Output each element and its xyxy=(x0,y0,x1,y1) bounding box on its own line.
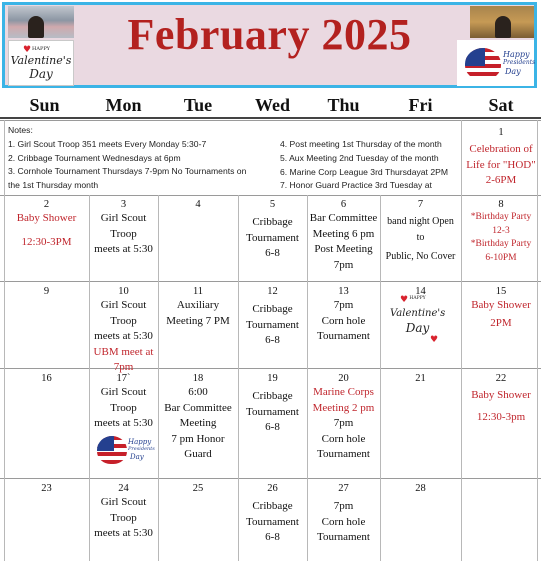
event-text: Troop xyxy=(110,511,137,524)
day-cell-27 xyxy=(307,482,380,546)
event-text: 6-8 xyxy=(265,334,280,346)
note-item: 7. Honor Guard Practice 3rd Tuesday at xyxy=(280,180,432,191)
day-header-wed: Wed xyxy=(254,95,290,115)
event-text: 7pm xyxy=(333,500,354,512)
event-text: 6:00 xyxy=(188,386,208,398)
day-number: 12 xyxy=(267,286,278,297)
event-text: Bar Committee xyxy=(164,401,232,414)
event-text: Tournament xyxy=(246,515,299,528)
day-cell-5 xyxy=(238,198,307,262)
day-cell-8 xyxy=(461,198,541,265)
event-text: 7pm xyxy=(333,299,354,311)
event-text: band night Open xyxy=(387,216,454,227)
grid-line xyxy=(0,368,541,369)
event-text: Girl Scout xyxy=(100,386,147,398)
event-text: 12:30-3pm xyxy=(476,410,526,423)
day-number: 10 xyxy=(118,286,129,297)
notes-block xyxy=(8,124,463,196)
day-number: 5 xyxy=(269,199,276,210)
day-cell-20 xyxy=(307,372,380,463)
day-cell-9 xyxy=(4,285,89,298)
event-text: Cribbage xyxy=(252,303,293,315)
day-cell-21 xyxy=(380,372,461,385)
event-text: Baby Shower xyxy=(16,212,77,224)
presidents-day-card-image: Happy Presidents Day xyxy=(95,432,155,472)
day-cell-26 xyxy=(238,482,307,546)
event-text: 6-10PM xyxy=(485,252,517,263)
day-cell-12 xyxy=(238,285,307,349)
event-text: 2-6PM xyxy=(485,174,517,186)
event-text: 7 pm Honor xyxy=(171,432,225,445)
event-text: Corn hole xyxy=(321,432,366,445)
day-cell-10 xyxy=(89,285,158,376)
day-number: 18 xyxy=(192,373,204,384)
day-header-mon: Mon xyxy=(105,95,142,115)
day-cell-24 xyxy=(89,482,158,542)
event-text: 6-8 xyxy=(265,421,280,433)
event-text: Tournament xyxy=(317,531,370,543)
event-text: Corn hole xyxy=(321,314,366,327)
day-number: 6 xyxy=(340,199,347,210)
event-text: Troop xyxy=(110,314,137,327)
day-cell-25 xyxy=(158,482,238,495)
grid-line xyxy=(0,117,541,119)
event-text: Girl Scout xyxy=(100,299,147,311)
event-text: 12:30-3PM xyxy=(21,235,72,248)
day-number: 9 xyxy=(43,286,50,297)
day-cell-23 xyxy=(4,482,89,495)
note-item: 1. Girl Scout Troop 351 meets Every Monday 5:30-7 xyxy=(8,138,207,149)
day-cell-1 xyxy=(461,126,541,189)
day-number: 21 xyxy=(415,373,426,384)
day-number: 28 xyxy=(415,483,426,494)
event-text: Tournament xyxy=(317,448,370,460)
day-number: 17` xyxy=(116,373,131,384)
grid-line xyxy=(0,120,541,121)
day-cell-4 xyxy=(158,198,238,211)
event-text: Cribbage xyxy=(252,500,293,512)
event-text: Baby Shower xyxy=(471,389,531,401)
day-header-tue: Tue xyxy=(183,95,213,115)
event-text: 2PM xyxy=(490,316,512,329)
day-number: 19 xyxy=(267,373,278,384)
day-cell-18 xyxy=(158,372,238,463)
day-cell-15 xyxy=(461,285,541,331)
event-text: Meeting 7 PM xyxy=(166,314,230,327)
day-number: 8 xyxy=(498,199,504,210)
day-header-sun: Sun xyxy=(29,95,60,115)
flag-silhouette-image-right xyxy=(470,6,534,38)
event-text: Guard xyxy=(184,448,212,460)
day-number: 1 xyxy=(498,127,504,138)
day-header-sat: Sat xyxy=(488,95,514,115)
event-text: meets at 5:30 xyxy=(94,243,153,255)
event-text: UBM meet at xyxy=(93,345,154,358)
day-number: 2 xyxy=(43,199,50,210)
day-number: 7 xyxy=(417,199,424,210)
note-item: 2. Cribbage Tournament Wednesdays at 6pm xyxy=(8,152,181,163)
day-number: 16 xyxy=(41,373,52,384)
event-text: Bar Committee xyxy=(309,212,378,224)
day-cell-11 xyxy=(158,285,238,329)
day-cell-3 xyxy=(89,198,158,258)
valentines-day-card-image: ♥ HAPPY Valentine's Day xyxy=(8,40,74,86)
event-text: Meeting 6 pm xyxy=(312,227,375,240)
day-cell-16 xyxy=(4,372,89,385)
day-cell-2 xyxy=(4,198,89,250)
day-number: 11 xyxy=(192,286,204,297)
flag-silhouette-image-left xyxy=(8,6,74,38)
day-cell-6 xyxy=(307,198,380,273)
day-number: 14 xyxy=(415,286,426,297)
day-number: 27 xyxy=(338,483,349,494)
day-number: 20 xyxy=(338,373,349,384)
presidents-day-card-image: Happy Presidents Day xyxy=(457,40,534,86)
day-cell-13 xyxy=(307,285,380,345)
event-text: *Birthday Party xyxy=(470,212,532,222)
day-cell-17 xyxy=(89,372,158,432)
grid-line xyxy=(0,478,541,479)
note-item: 3. Cornhole Tournament Thursdays 7-9pm No Tournaments on xyxy=(8,166,247,177)
event-text: Celebration of xyxy=(469,143,533,155)
day-header-fri: Fri xyxy=(408,95,433,115)
event-text: Corn hole xyxy=(321,515,366,528)
event-text: 7pm xyxy=(333,258,354,271)
note-item: 4. Post meeting 1st Thursday of the month xyxy=(280,139,442,149)
event-text: Meeting 2 pm xyxy=(312,401,375,414)
event-text: Public, No Cover xyxy=(385,251,456,262)
day-cell-7 xyxy=(380,198,461,265)
day-number: 22 xyxy=(495,373,507,384)
day-number: 15 xyxy=(495,286,507,297)
day-number: 23 xyxy=(41,483,52,494)
day-cell-19 xyxy=(238,372,307,436)
day-number: 3 xyxy=(120,199,127,210)
event-text: Life for "HOD" xyxy=(466,158,536,171)
day-cell-28 xyxy=(380,482,461,495)
event-text: Post Meeting xyxy=(314,243,373,255)
day-number: 13 xyxy=(338,286,349,297)
day-cell-22 xyxy=(461,372,541,425)
note-item: the 1st Thursday month xyxy=(8,180,99,191)
day-header-thu: Thu xyxy=(327,95,360,115)
day-number: 25 xyxy=(192,483,204,494)
day-number: 24 xyxy=(118,483,129,494)
event-text: Troop xyxy=(110,401,137,414)
note-item: 5. Aux Meeting 2nd Tuesday of the month xyxy=(280,152,439,163)
event-text: 7pm xyxy=(113,361,134,373)
event-text: Meeting xyxy=(179,417,217,429)
event-text: Tournament xyxy=(246,405,299,418)
event-text: Tournament xyxy=(317,330,370,342)
notes-heading: Notes: xyxy=(8,125,33,135)
event-text: Girl Scout xyxy=(100,212,147,224)
event-text: Tournament xyxy=(246,318,299,331)
event-text: 12-3 xyxy=(492,225,510,236)
event-text: 7pm xyxy=(333,417,354,429)
grid-line xyxy=(0,281,541,282)
event-text: Marine Corps xyxy=(313,386,374,398)
event-text: meets at 5:30 xyxy=(94,330,153,342)
event-text: to xyxy=(416,231,425,243)
event-text: meets at 5:30 xyxy=(94,417,153,429)
event-text: Baby Shower xyxy=(471,299,531,311)
event-text: Girl Scout xyxy=(100,496,147,508)
event-text: Troop xyxy=(110,227,137,240)
page-title: February 2025 xyxy=(127,10,412,59)
event-text: Auxiliary xyxy=(176,299,220,311)
event-text: Cribbage xyxy=(252,390,293,402)
day-number: 4 xyxy=(195,199,201,210)
event-text: meets at 5:30 xyxy=(94,527,153,539)
event-text: 6-8 xyxy=(265,247,280,259)
event-text: 6-8 xyxy=(265,531,280,543)
note-item: 6. Marine Corp League 3rd Thursdayat 2PM xyxy=(280,166,448,177)
event-text: Cribbage xyxy=(252,216,293,228)
day-number: 26 xyxy=(267,483,278,494)
event-text: *Birthday Party xyxy=(470,239,532,249)
event-text: Tournament xyxy=(246,231,299,244)
valentines-day-card-image: ♥ HAPPY Valentine's Day ♥ xyxy=(390,295,446,345)
